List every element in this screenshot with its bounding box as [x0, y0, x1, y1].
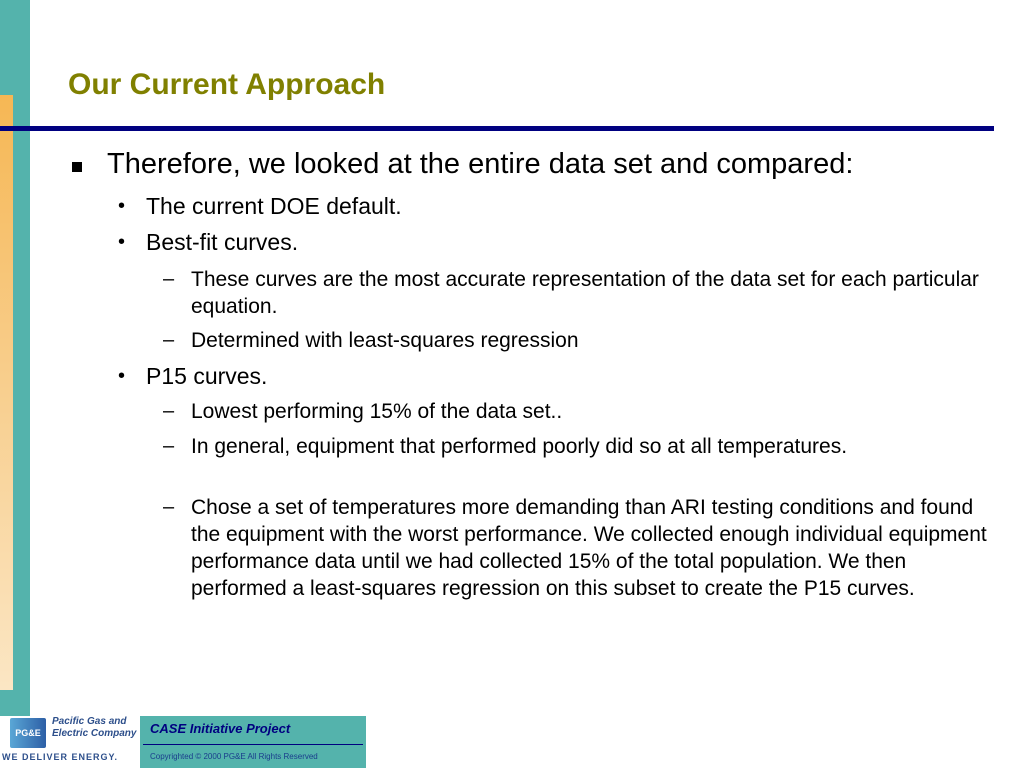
- footer-copyright: Copyrighted © 2000 PG&E All Rights Reserved: [150, 752, 318, 761]
- bullet-level3: Determined with least-squares regression: [191, 329, 579, 352]
- pge-emblem-icon: PG&E: [10, 718, 46, 748]
- bullet-level3: Lowest performing 15% of the data set..: [191, 400, 563, 423]
- dash-bullet-icon: –: [163, 400, 175, 422]
- bullet-level3: Chose a set of temperatures more demanding than ARI testing conditions and found the equipment with the worst performance. We collected enough individual equipment performance data until we had collected 15% of the total population. We then performed a least-squares regression on this subset to create the P15 curves.: [191, 496, 987, 600]
- dot-bullet-icon: •: [118, 231, 126, 253]
- title-divider: [0, 126, 994, 131]
- dash-bullet-icon: –: [163, 329, 175, 351]
- bullet-level3: In general, equipment that performed poorly did so at all temperatures.: [191, 435, 848, 458]
- footer-project-title: CASE Initiative Project: [150, 721, 291, 736]
- slide-title: Our Current Approach: [68, 68, 386, 101]
- bullet-level3: These curves are the most accurate representation of the data set for each particular equation.: [191, 268, 979, 318]
- dot-bullet-icon: •: [118, 195, 126, 217]
- square-bullet-icon: [72, 162, 82, 172]
- bullet-level2: The current DOE default.: [146, 193, 402, 219]
- company-tagline: WE DELIVER ENERGY.: [2, 752, 119, 762]
- dash-bullet-icon: –: [163, 496, 175, 518]
- bullet-level1: Therefore, we looked at the entire data set and compared:: [107, 148, 854, 180]
- dot-bullet-icon: •: [118, 365, 126, 387]
- bullet-level2: P15 curves.: [146, 363, 268, 389]
- left-gradient-strip: [0, 95, 13, 690]
- dash-bullet-icon: –: [163, 268, 175, 290]
- dash-bullet-icon: –: [163, 435, 175, 457]
- company-name: Pacific Gas and Electric Company: [52, 716, 137, 739]
- bullet-level2: Best-fit curves.: [146, 229, 299, 255]
- footer-divider: [143, 744, 363, 745]
